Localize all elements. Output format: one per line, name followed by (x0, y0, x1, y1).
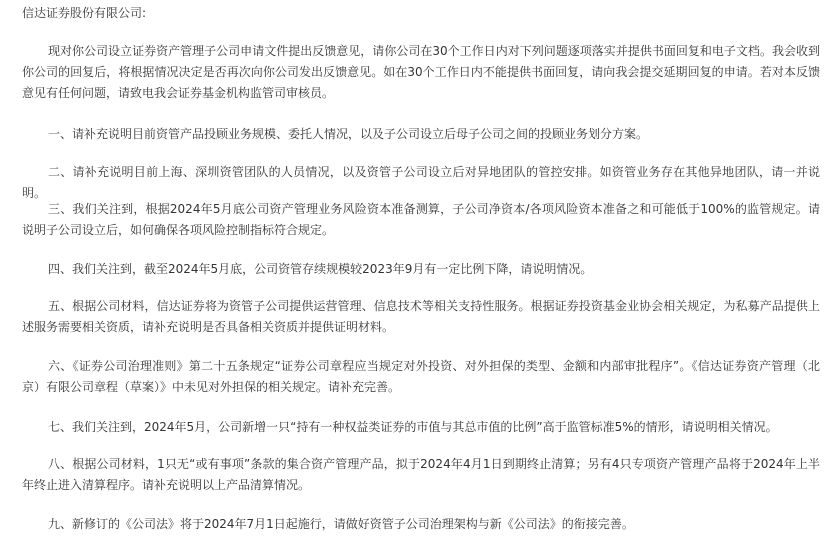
feedback-item-5: 五、根据公司材料，信达证券将为资管子公司提供运营管理、信息技术等相关支持性服务。根据证券投资基金业协会相关规定，为私募产品提供上述服务需要相关资质，请补充说明是否具备相关资质并提供证明材料。 (22, 299, 820, 334)
feedback-item-1: 一、请补充说明目前资管产品投顾业务规模、委托人情况，以及子公司设立后母子公司之间的投顾业务划分方案。 (48, 127, 649, 141)
feedback-item-2: 二、请补充说明目前上海、深圳资管团队的人员情况，以及资管子公司设立后对异地团队的管控安排。如资管业务存在其他异地团队，请一并说明。 (22, 165, 820, 200)
feedback-item-8: 八、根据公司材料，1只无“或有事项”条款的集合资产管理产品，拟于2024年4月1日到期终止清算；另有4只专项资产管理产品将于2024年上半年终止进入清算程序。请补充说明以上产品清算情况。 (22, 457, 820, 492)
letter-intro-paragraph: 现对你公司设立证券资产管理子公司申请文件提出反馈意见，请你公司在30个工作日内对下列问题逐项落实并提供书面回复和电子文档。我会收到你公司的回复后，将根据情况决定是否再次向你公司发出反馈意见。如在30个工作日内不能提供书面回复，请向我会提交延期回复的申请。若对本反馈意见有任何问题，请致电我会证券基金机构监管司审核员。 (22, 44, 820, 100)
feedback-item-9: 九、新修订的《公司法》将于2024年7月1日起施行，请做好资管子公司治理架构与新《公司法》的衔接完善。 (48, 517, 634, 531)
feedback-item-6: 六、《证券公司治理准则》第二十五条规定“证券公司章程应当规定对外投资、对外担保的类型、金额和内部审批程序”。《信达证券资产管理（北京）有限公司章程（草案）》中未见对外担保的相关规定。请补充完善。 (22, 359, 820, 394)
feedback-item-3: 三、我们关注到，根据2024年5月底公司资产管理业务风险资本准备测算，子公司净资本/各项风险资本准备之和可能低于100%的监管规定。请说明子公司设立后，如何确保各项风险控制指标符合规定。 (22, 202, 820, 237)
feedback-item-7: 七、我们关注到，2024年5月，公司新增一只“持有一种权益类证券的市值与其总市值的比例”高于监管标准5%的情形，请说明相关情况。 (48, 420, 778, 434)
feedback-item-4: 四、我们关注到，截至2024年5月底，公司资管存续规模较2023年9月有一定比例下降，请说明情况。 (48, 262, 593, 276)
letter-salutation: 信达证券股份有限公司: (22, 6, 147, 20)
